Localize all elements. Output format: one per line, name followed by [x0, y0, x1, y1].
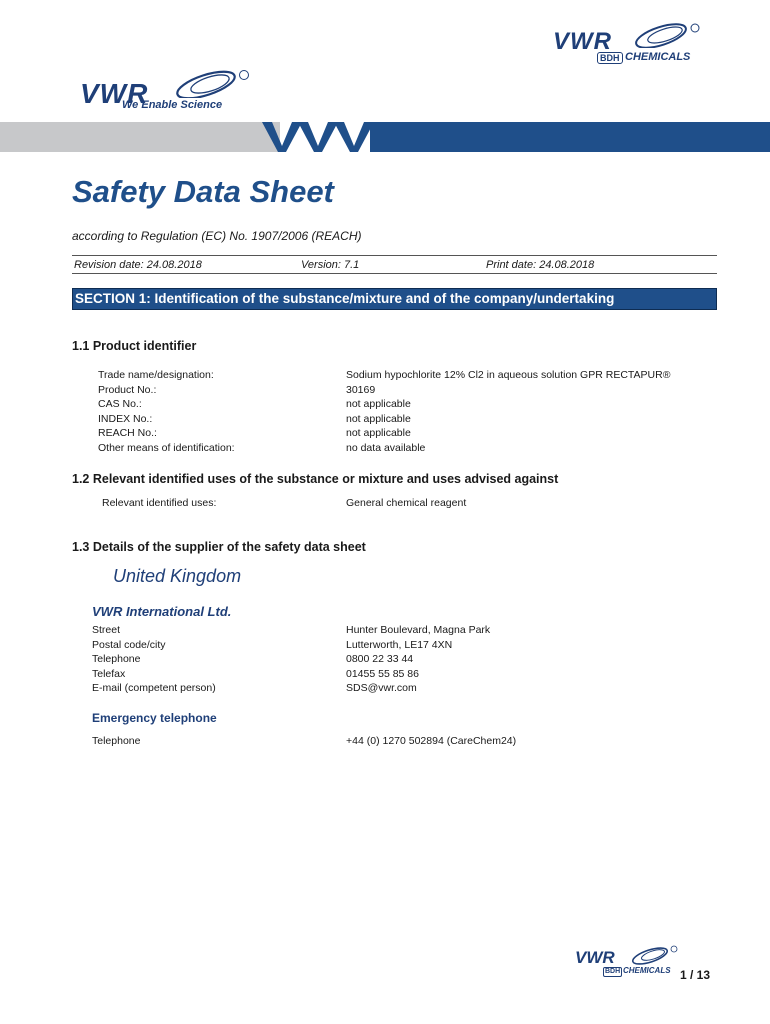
chevron-pattern-icon	[262, 122, 382, 152]
logo-brand: VWR	[553, 28, 612, 55]
cas-no-label: CAS No.:	[98, 398, 142, 410]
logo-brand: VWR	[575, 948, 615, 967]
reach-no-value: not applicable	[346, 427, 411, 439]
email-value: SDS@vwr.com	[346, 682, 417, 694]
identified-uses-label: Relevant identified uses:	[102, 497, 217, 509]
vwr-logo-main	[80, 68, 260, 116]
telephone-value: 0800 22 33 44	[346, 653, 414, 665]
telephone-label: Telephone	[92, 653, 141, 665]
section-1-2-heading: 1.2 Relevant identified uses of the substance or mixture and uses advised against	[72, 472, 559, 486]
index-no-value: not applicable	[346, 413, 411, 425]
page-title: Safety Data Sheet	[72, 174, 334, 209]
index-no-label: INDEX No.:	[98, 413, 153, 425]
swirl-icon	[631, 22, 703, 48]
other-id-value: no data available	[346, 442, 426, 454]
telefax-label: Telefax	[92, 668, 126, 680]
banner-blue-band	[370, 122, 770, 152]
print-date: Print date: 24.08.2018	[486, 259, 595, 271]
street-value: Hunter Boulevard, Magna Park	[346, 624, 491, 636]
version: Version: 7.1	[301, 259, 360, 271]
cas-no-value: not applicable	[346, 398, 411, 410]
banner-grey-band	[0, 122, 280, 152]
section-1-3-heading: 1.3 Details of the supplier of the safety data sheet	[72, 540, 366, 554]
logo-tagline: We Enable Science	[122, 99, 223, 111]
logo-subtext: CHEMICALS	[623, 966, 671, 975]
section-1-1-heading: 1.1 Product identifier	[72, 339, 197, 353]
logo-subtext: CHEMICALS	[625, 51, 691, 63]
postal-value: Lutterworth, LE17 4XN	[346, 639, 453, 651]
logo-brand: VWR	[80, 78, 149, 109]
revision-date: Revision date: 24.08.2018	[74, 259, 202, 271]
other-id-label: Other means of identification:	[98, 442, 235, 454]
trade-name-label: Trade name/designation:	[98, 369, 214, 381]
street-label: Street	[92, 624, 121, 636]
postal-label: Postal code/city	[92, 639, 166, 651]
section-1-header	[72, 288, 717, 310]
emergency-telephone-label: Telephone	[92, 735, 141, 747]
bdh-badge: BDH	[597, 52, 623, 64]
telefax-value: 01455 55 85 86	[346, 668, 419, 680]
emergency-heading: Emergency telephone	[92, 711, 217, 725]
reach-no-label: REACH No.:	[98, 427, 157, 439]
regulation-subtitle: according to Regulation (EC) No. 1907/2006 (REACH)	[72, 229, 362, 243]
vwr-bdh-logo-footer	[575, 945, 685, 977]
swirl-icon	[630, 945, 680, 965]
swirl-icon	[172, 68, 252, 98]
identified-uses-value: General chemical reagent	[346, 497, 467, 509]
emergency-telephone-value: +44 (0) 1270 502894 (CareChem24)	[346, 735, 517, 747]
email-label: E-mail (competent person)	[92, 682, 216, 694]
bdh-badge: BDH	[605, 968, 621, 975]
page-number: 1 / 13	[680, 968, 711, 982]
header-banner	[0, 122, 770, 152]
divider	[72, 255, 717, 256]
product-no-value: 30169	[346, 384, 376, 396]
section-1-title: SECTION 1: Identification of the substance/mixture and of the company/undertaking	[75, 291, 615, 306]
divider	[72, 273, 717, 274]
trade-name-value: Sodium hypochlorite 12% Cl2 in aqueous solution GPR RECTAPUR®	[346, 369, 671, 381]
company-name: VWR International Ltd.	[92, 604, 232, 619]
country-heading: United Kingdom	[113, 566, 242, 586]
vwr-bdh-logo-top	[553, 22, 713, 66]
product-no-label: Product No.:	[98, 384, 157, 396]
